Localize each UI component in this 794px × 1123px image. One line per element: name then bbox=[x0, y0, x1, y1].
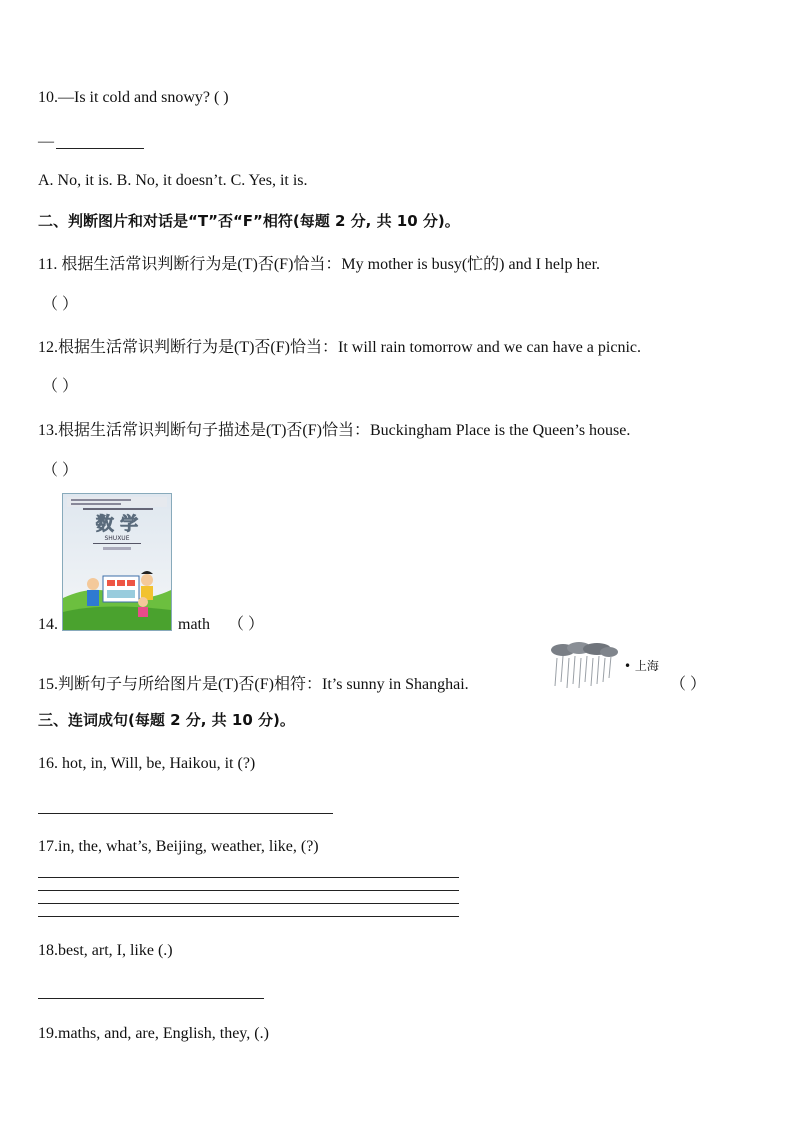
question-15: 15.判断句子与所给图片是(T)否(F)相符：It’s sunny in Shanghai. bbox=[38, 676, 469, 693]
question-17: 17.in, the, what’s, Beijing, weather, like, (?) bbox=[38, 838, 319, 855]
question-13: 13.根据生活常识判断句子描述是(T)否(F)恰当：Buckingham Place is the Queen’s house. bbox=[38, 422, 631, 439]
question-14-number: 14. bbox=[38, 616, 58, 633]
question-11-text: 11. 根据生活常识判断行为是(T)否(F)恰当：My mother is busy(忙的) and I help her. bbox=[38, 256, 601, 273]
book-title: 数 学 bbox=[95, 514, 139, 535]
question-14-word: math bbox=[178, 616, 210, 633]
section-3-title: 三、连词成句(每题 2 分, 共 10 分)。 bbox=[38, 711, 295, 729]
answer-line-17-d[interactable] bbox=[38, 916, 459, 917]
answer-paren-14[interactable]: （ ） bbox=[228, 616, 265, 633]
section-2-title: 二、判断图片和对话是“T”否“F”相符(每题 2 分, 共 10 分)。 bbox=[38, 212, 460, 230]
answer-paren-12[interactable]: （ ） bbox=[42, 378, 79, 395]
question-16: 16. hot, in, Will, be, Haikou, it (?) bbox=[38, 755, 256, 772]
answer-line-18[interactable] bbox=[38, 998, 264, 999]
question-19: 19.maths, and, are, English, they, (.) bbox=[38, 1025, 269, 1042]
math-textbook-image bbox=[62, 493, 172, 631]
question-18: 18.best, art, I, like (.) bbox=[38, 942, 173, 959]
options-10: A. No, it is. B. No, it doesn’t. C. Yes, it is. bbox=[38, 172, 308, 189]
answer-line-16[interactable] bbox=[38, 813, 333, 814]
city-label-shanghai: • 上海 bbox=[624, 659, 659, 673]
answer-line-17-b[interactable] bbox=[38, 890, 459, 891]
answer-line-17-a[interactable] bbox=[38, 877, 459, 878]
question-10: 10.—Is it cold and snowy? ( ) bbox=[38, 89, 229, 106]
question-12: 12.根据生活常识判断行为是(T)否(F)恰当：It will rain tomorrow and we can have a picnic. bbox=[38, 339, 641, 356]
answer-paren-13[interactable]: （ ） bbox=[42, 462, 79, 479]
answer-prefix-10: — bbox=[38, 133, 54, 150]
answer-paren-15[interactable]: （ ） bbox=[670, 676, 707, 693]
rain-cloud-image bbox=[549, 642, 619, 690]
book-subtitle: SHUXUE bbox=[104, 535, 130, 542]
answer-paren-11[interactable]: （ ） bbox=[42, 296, 79, 313]
question-11 bbox=[38, 255, 600, 275]
answer-blank-10[interactable] bbox=[56, 148, 144, 149]
answer-line-17-c[interactable] bbox=[38, 903, 459, 904]
